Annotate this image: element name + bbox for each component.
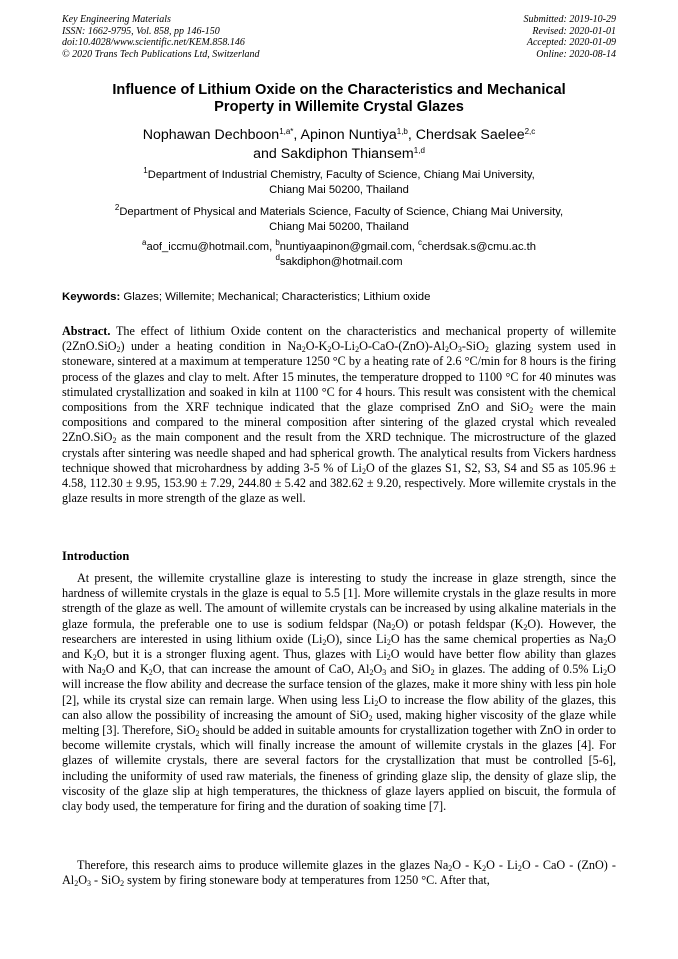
journal-header-left <box>62 14 260 60</box>
affiliation-text: Department of Industrial Chemistry, Faculty of Science, Chiang Mai University, <box>147 169 535 181</box>
keywords-label: Keywords: <box>62 291 121 303</box>
author-list <box>62 126 616 163</box>
text-run: O), since Li <box>326 631 387 646</box>
title-line-1: Influence of Lithium Oxide on the Characteristics and Mechanical <box>112 82 566 98</box>
section-heading-introduction: Introduction <box>62 549 130 563</box>
subscript-number: 2 <box>523 622 528 632</box>
subscript-number: 2 <box>355 345 360 355</box>
introduction-paragraph-2 <box>62 858 616 888</box>
text-run: O and K <box>105 662 149 677</box>
author-superscript: 1,a* <box>279 127 294 136</box>
author-name: and Sakdiphon Thiansem <box>253 145 414 162</box>
text-run: should be added in suitable amounts for crystallization together with ZnO in order to become willemite crystals, which will finally increase the amount of willemite crystals in the glazes [4]. For glazes of willemite crystals, there are several factors for the crystallization that must be controlled [5-6], including the uniformity of used raw materials, the fineness of grinding glaze slip, the density of glaze slip, the viscosity of the glaze slip at high temperatures, the thickness of glaze layers applied on biscuit, the formula of clay body used, the temperature for firing and the duration of soaking time [7]. <box>62 723 616 814</box>
text-run: Therefore, this research aims to produce willemite glazes in the glazes Na <box>77 858 449 872</box>
keywords-line <box>62 290 616 304</box>
subscript-number: 2 <box>148 668 153 678</box>
subscript-number: 2 <box>327 345 332 355</box>
author-superscript: 1,d <box>413 145 425 155</box>
subscript-number: 2 <box>195 729 200 739</box>
email-marker: a <box>142 238 147 247</box>
abstract-paragraph <box>62 324 616 506</box>
journal-header-right <box>524 14 617 60</box>
text-run: were the main compositions and compared to the mineral composition after sintering of the glazed crystal which revealed 2ZnO.SiO <box>62 400 616 445</box>
text-run: system by firing stoneware body at temperatures from 1250 °C. After that, <box>124 873 490 888</box>
subscript-number: 3 <box>87 879 91 889</box>
text-run: O will increase the flow ability and decrease the surface tension of the glazes, make it more shiny with less pin hole [2], while its crystal size can remain large. When using less Li <box>62 662 616 707</box>
copyright-line: © 2020 Trans Tech Publications Ltd, Switzerland <box>62 48 260 60</box>
affiliation-2 <box>62 205 616 235</box>
subscript-number: 3 <box>457 345 462 355</box>
subscript-number: 2 <box>361 466 366 476</box>
journal-name: Key Engineering Materials <box>62 14 171 25</box>
author-superscript: 2,c <box>524 127 536 136</box>
author-name: , Cherdsak Saelee <box>407 127 525 143</box>
subscript-number: 2 <box>92 653 97 663</box>
subscript-number: 2 <box>484 345 489 355</box>
accepted-date: Accepted: 2020-01-09 <box>526 37 616 49</box>
affiliation-marker: 1 <box>143 166 148 175</box>
online-date: Online: 2020-08-14 <box>536 48 616 60</box>
email-marker: d <box>275 252 280 262</box>
subscript-number: 2 <box>482 864 487 873</box>
affiliation-1 <box>62 168 616 198</box>
text-run: O <box>449 339 458 354</box>
keywords-text: Glazes; Willemite; Mechanical; Characteristics; Lithium oxide <box>120 291 431 303</box>
text-run: O - K <box>452 858 483 872</box>
subscript-number: 2 <box>603 637 608 647</box>
subscript-number: 2 <box>386 653 391 663</box>
email-d[interactable]: sakdiphon@hotmail.com <box>279 255 403 268</box>
issn-line: ISSN: 1662-9795, Vol. 858, pp 146-150 <box>62 25 220 37</box>
text-run: O-Li <box>331 339 356 354</box>
text-run: O) or potash feldspar (K <box>395 616 524 631</box>
text-run: O has the same chemical properties as Na <box>390 631 604 646</box>
text-run: in glazes. The adding of 0.5% Li <box>434 662 604 677</box>
subscript-number: 2 <box>368 713 373 723</box>
introduction-paragraph-1 <box>62 571 616 814</box>
affiliation-text: Chiang Mai 50200, Thailand <box>269 183 409 196</box>
text-run: O - Li <box>486 858 518 872</box>
text-run: and SiO <box>386 662 431 677</box>
subscript-number: 2 <box>529 406 534 416</box>
subscript-number: 2 <box>445 345 450 355</box>
subscript-number: 2 <box>386 637 391 647</box>
email-c[interactable]: cherdsak.s@cmu.ac.th <box>422 241 536 253</box>
subscript-number: 2 <box>120 879 125 889</box>
text-run: O <box>373 662 383 677</box>
revised-date: Revised: 2020-01-01 <box>532 25 616 37</box>
text-run: used, making higher viscosity of the glaze while melting [3]. Therefore, SiO <box>62 707 616 738</box>
text-run: O and K <box>62 631 616 662</box>
text-run: O-CaO-(ZnO)-Al <box>359 339 446 354</box>
affiliation-marker: 2 <box>114 203 120 212</box>
subscript-number: 2 <box>448 864 453 873</box>
subscript-number: 2 <box>116 345 121 355</box>
subscript-number: 2 <box>430 668 435 678</box>
title-line-2: Property in Willemite Crystal Glazes <box>214 99 464 115</box>
text-run: O, but it is a stronger fluxing agent. Thus, glazes with Li <box>96 647 387 662</box>
text-run: as the main component and the result from the XRD technique. The microstructure of the glazed crystals after sintering was needle shaped and had spherical growth. The analytical results from Vickers hardness technique showed that microhardness by adding 3-5 % of Li <box>62 430 616 475</box>
subscript-number: 2 <box>517 864 522 873</box>
affiliation-text: Chiang Mai 50200, Thailand <box>269 220 409 233</box>
text-run: ) under a heating condition in Na <box>120 339 302 354</box>
subscript-number: 2 <box>369 668 374 678</box>
text-run: O - CaO - (ZnO) - Al <box>62 858 616 888</box>
text-run: At present, the willemite crystalline glaze is interesting to study the increase in glaze strength, since the hardness of willemite crystals in the glaze is equal to 5.5 [1]. More willemite crystals in the glaze results in more strength of the glaze as well. The amount of willemite crystals can be increased by using alkaline materials in the glaze formula, the preferable one to use is sodium feldspar (Na <box>62 571 616 631</box>
author-emails <box>62 240 616 270</box>
text-run: -SiO <box>461 339 485 354</box>
affiliation-text: Department of Physical and Materials Science, Faculty of Science, Chiang Mai University, <box>119 206 564 218</box>
subscript-number: 2 <box>101 668 106 678</box>
subscript-number: 2 <box>112 436 117 446</box>
text-run: O <box>78 873 87 888</box>
text-run: O of the glazes S1, S2, S3, S4 and S5 as 105.96 ± 4.58, 112.30 ± 9.95, 153.90 ± 7.29, 244.80 ± 5.42 and 382.62 ± 9.20, respectively. More willemite crystals in the glaze results in more strength of the glaze as well. <box>62 460 616 506</box>
abstract-label: Abstract. <box>62 324 111 338</box>
paper-title <box>62 82 616 116</box>
author-name: Nophawan Dechboon <box>142 127 280 143</box>
author-superscript: 1,b <box>396 127 408 136</box>
text-run: O to increase the flow ability of the glazes, this can also allow the possibility of increasing the amount of SiO <box>62 692 617 722</box>
text-run: O). However, the researchers are interested in using lithium oxide (Li <box>62 616 616 646</box>
subscript-number: 2 <box>603 668 608 678</box>
email-marker: c <box>418 238 423 247</box>
submitted-date: Submitted: 2019-10-29 <box>523 14 616 25</box>
subscript-number: 2 <box>374 698 379 708</box>
subscript-number: 2 <box>322 637 327 647</box>
text-run: - SiO <box>91 873 121 888</box>
text-run: The effect of lithium Oxide content on the characteristics and mechanical property of willemite (2ZnO.SiO <box>62 324 616 354</box>
email-b[interactable]: nuntiyaapinon@gmail.com, <box>279 241 419 253</box>
text-run: O-K <box>305 339 328 354</box>
subscript-number: 3 <box>382 668 387 678</box>
subscript-number: 2 <box>391 622 396 632</box>
subscript-number: 2 <box>301 345 306 355</box>
author-name: , Apinon Nuntiya <box>293 127 397 143</box>
text-run: O, that can increase the amount of CaO, Al <box>152 662 370 677</box>
subscript-number: 2 <box>74 879 79 889</box>
text-run: O would have better flow ability than glazes with Na <box>62 647 616 677</box>
text-run: glazing system used in stoneware, sintered at a maximum at temperature 1250 °C by a heating rate of 2.6 °C/min for 8 hours is the firing process of the glazes and clay to melt. After 15 minutes, the temperature dropped to 1100 °C for 40 minutes was stimulated crystallization and soaked in kiln at 1100 °C for 4 hours. This result was consistent with the chemical compositions from the XRF technique indicated that the glaze comprised ZnO and SiO <box>62 339 616 415</box>
email-a[interactable]: aof_iccmu@hotmail.com, <box>146 241 276 253</box>
doi-line: doi:10.4028/www.scientific.net/KEM.858.146 <box>62 37 245 49</box>
email-marker: b <box>275 238 280 247</box>
